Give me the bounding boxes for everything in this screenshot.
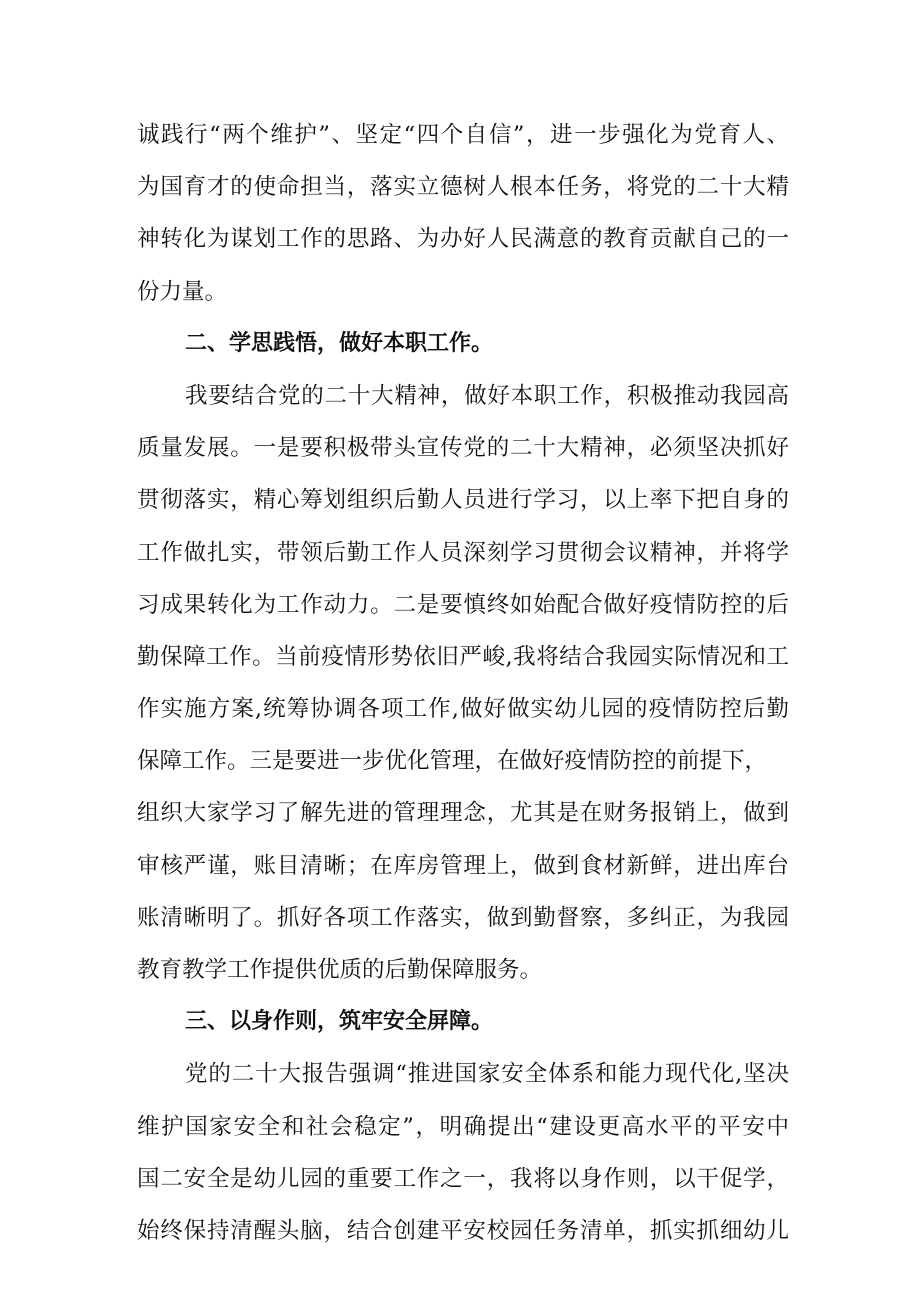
body-text-line: 教育教学工作提供优质的后勤保障服务。 <box>137 957 543 983</box>
body-text-line: 我要结合党的二十大精神，做好本职工作，积极推动我园高 <box>185 382 789 409</box>
body-text-line: 维护国家安全和社会稳定”，明确提出“建设更高水平的平安中 <box>137 1113 789 1140</box>
body-text-line: 党的二十大报告强调“推进国家安全体系和能力现代化,坚决 <box>185 1061 789 1088</box>
body-text-line: 诚践行“两个维护”、坚定“四个自信”，进一步强化为党育人、 <box>137 122 789 148</box>
body-text-line: 始终保持清醒头脑，结合创建平安校园任务清单，抓实抓细幼儿 <box>137 1217 789 1244</box>
body-text-line: 勤保障工作。当前疫情形势依旧严峻,我将结合我园实际情况和工 <box>137 643 789 670</box>
body-text-line: 审核严谨，账目清晰；在库房管理上，做到食材新鲜，进出库台 <box>137 852 789 879</box>
body-text-line: 份力量。 <box>137 278 228 305</box>
body-text-line: 保障工作。三是要进一步优化管理，在做好疫情防控的前提下， <box>137 748 768 775</box>
body-text-line: 质量发展。一是要积极带头宣传党的二十大精神，必须坚决抓好 <box>137 435 789 462</box>
body-text-line: 神转化为谋划工作的思路、为办好人民满意的教育贡献自己的一 <box>137 226 789 253</box>
body-text-line: 国二安全是幼儿园的重要工作之一，我将以身作则，以干促学， <box>137 1165 789 1192</box>
body-text-line: 账清晰明了。抓好各项工作落实，做到勤督察，多纠正，为我园 <box>137 904 789 931</box>
body-text-line: 工作做扎实，带领后勤工作人员深刻学习贯彻会议精神，并将学 <box>137 539 789 566</box>
document-body <box>137 109 789 1257</box>
section-heading-3: 三、以身作则，筑牢安全屏障。 <box>185 1009 494 1035</box>
body-text-line: 作实施方案,统筹协调各项工作,做好做实幼儿园的疫情防控后勤 <box>137 696 789 723</box>
body-text-line: 贯彻落实，精心筹划组织后勤人员进行学习，以上率下把自身的 <box>137 487 789 514</box>
body-text-line: 组织大家学习了解先进的管理理念，尤其是在财务报销上，做到 <box>137 800 789 827</box>
body-text-line: 为国育才的使命担当，落实立德树人根本任务，将党的二十大精 <box>137 174 789 201</box>
section-heading-2: 二、学思践悟，做好本职工作。 <box>185 330 494 356</box>
body-text-line: 习成果转化为工作动力。二是要慎终如始配合做好疫情防控的后 <box>137 591 789 618</box>
